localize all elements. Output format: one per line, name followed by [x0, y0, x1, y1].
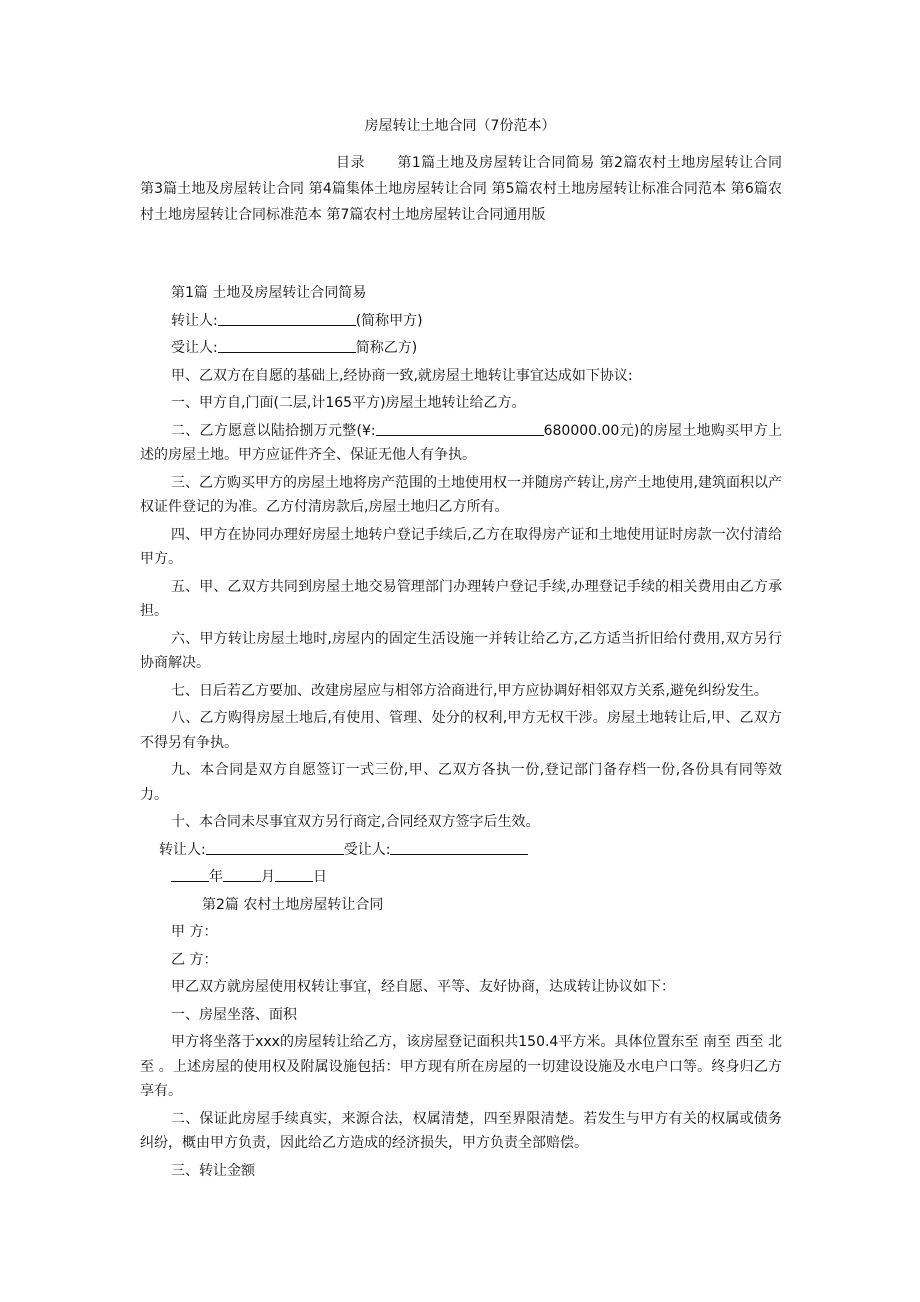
part2-intro: 甲乙双方就房屋使用权转让事宜，经自愿、平等、友好协商，达成转让协议如下：: [171, 979, 675, 995]
transferor-line: [140, 309, 782, 334]
transferee-label: 受让人:: [171, 340, 218, 356]
clause-9: 九、本合同是双方自愿签订一式三份,甲、乙双方各执一份,登记部门备存档一份,各份具有同等效力。: [140, 762, 782, 803]
year-blank: [171, 867, 209, 882]
clause-1: 一、甲方自,门面(二层,计165平方)房屋土地转让给乙方。: [171, 395, 526, 411]
day-blank: [275, 867, 313, 882]
clause-2-amount: 680000.00: [543, 422, 620, 439]
sign-transferee-label: 受让人:: [343, 841, 391, 858]
date-row: [140, 865, 782, 890]
party-a: 甲 方：: [171, 924, 218, 940]
part1-heading: 第1篇 土地及房屋转让合同简易: [171, 285, 367, 301]
clause-7: 七、日后若乙方要加、改建房屋应与相邻方洽商进行,甲方应协调好相邻双方关系,避免纠纷发生。: [171, 682, 768, 699]
clause-2-pre: 二、乙方愿意以陆拾捌万元整(¥:: [171, 422, 376, 439]
transferor-suffix: (简称甲方): [355, 312, 423, 329]
section-3-title: 三、转让金额: [171, 1162, 255, 1179]
clause-4: 四、甲方在协同办理好房屋土地转户登记手续后,乙方在取得房产证和土地使用证时房款一次付清给甲方。: [140, 526, 782, 567]
clause-10: 十、本合同未尽事宜双方另行商定,合同经双方签字后生效。: [171, 814, 540, 830]
month-blank: [223, 867, 261, 882]
part1-intro: 甲、乙双方在自愿的基础上,经协商一致,就房屋土地转让事宜达成如下协议:: [171, 367, 633, 384]
price-blank: [376, 421, 544, 436]
toc-entries: 第1篇土地及房屋转让合同简易 第2篇农村土地房屋转让合同 第3篇土地及房屋转让合同 第4篇集体土地房屋转让合同 第5篇农村土地房屋转让标准合同范本 第6篇农村土地房屋转让合同标准范本 第7篇农村土地房屋转让合同通用版: [140, 155, 783, 223]
sign-transferor-label: 转让人:: [159, 841, 206, 858]
transferee-suffix: 简称乙方): [355, 340, 418, 356]
signature-row: [140, 838, 782, 863]
transferor-label: 转让人:: [171, 312, 218, 329]
clause-3: 三、乙方购买甲方的房屋土地将房产范围的土地使用权一并随房产转让,房产土地使用,建筑面积以产权证件登记的为准。乙方付清房款后,房屋土地归乙方所有。: [140, 474, 782, 515]
party-b: 乙 方：: [171, 951, 218, 968]
document-body: [140, 281, 782, 1183]
sign-transferee-blank: [390, 840, 528, 855]
clause-2: [140, 419, 782, 468]
sign-transferor-blank: [206, 840, 344, 855]
date-month: 月: [261, 869, 275, 885]
clause-2-post: 元)的房屋土地购买甲方上述的房屋土地。甲方应证件齐全、保证无他人有争执。: [140, 422, 782, 463]
toc-label: 目录: [336, 155, 365, 171]
transferor-blank: [218, 311, 356, 326]
document-title: 房屋转让土地合同（7份范本）: [364, 118, 556, 134]
table-of-contents: [140, 150, 782, 228]
clause-6: 六、甲方转让房屋土地时,房屋内的固定生活设施一并转让给乙方,乙方适当折旧给付费用,双方另行协商解决。: [140, 630, 782, 671]
transferee-blank: [218, 338, 356, 353]
section-1-text: 甲方将坐落于xxx的房屋转让给乙方，该房屋登记面积共150.4平方米。具体位置东至 南至 西至 北至 。上述房屋的使用权及附属设施包括：甲方现有所在房屋的一切建设设施及水电户口等。终身归乙方享有。: [140, 1034, 782, 1099]
part2-heading: 第2篇 农村土地房屋转让合同: [202, 896, 384, 913]
clause-5: 五、甲、乙双方共同到房屋土地交易管理部门办理转户登记手续,办理登记手续的相关费用由乙方承担。: [140, 578, 782, 619]
date-day: 日: [313, 869, 327, 885]
section-2-text: 二、保证此房屋手续真实，来源合法，权属清楚，四至界限清楚。若发生与甲方有关的权属或债务纠纷，概由甲方负责，因此给乙方造成的经济损失，甲方负责全部赔偿。: [140, 1110, 782, 1151]
section-1-title: 一、房屋坐落、面积: [171, 1006, 297, 1023]
clause-8: 八、乙方购得房屋土地后,有使用、管理、处分的权利,甲方无权干涉。房屋土地转让后,甲、乙双方不得另有争执。: [140, 710, 782, 751]
date-year: 年: [209, 869, 223, 885]
transferee-line: [140, 336, 782, 361]
